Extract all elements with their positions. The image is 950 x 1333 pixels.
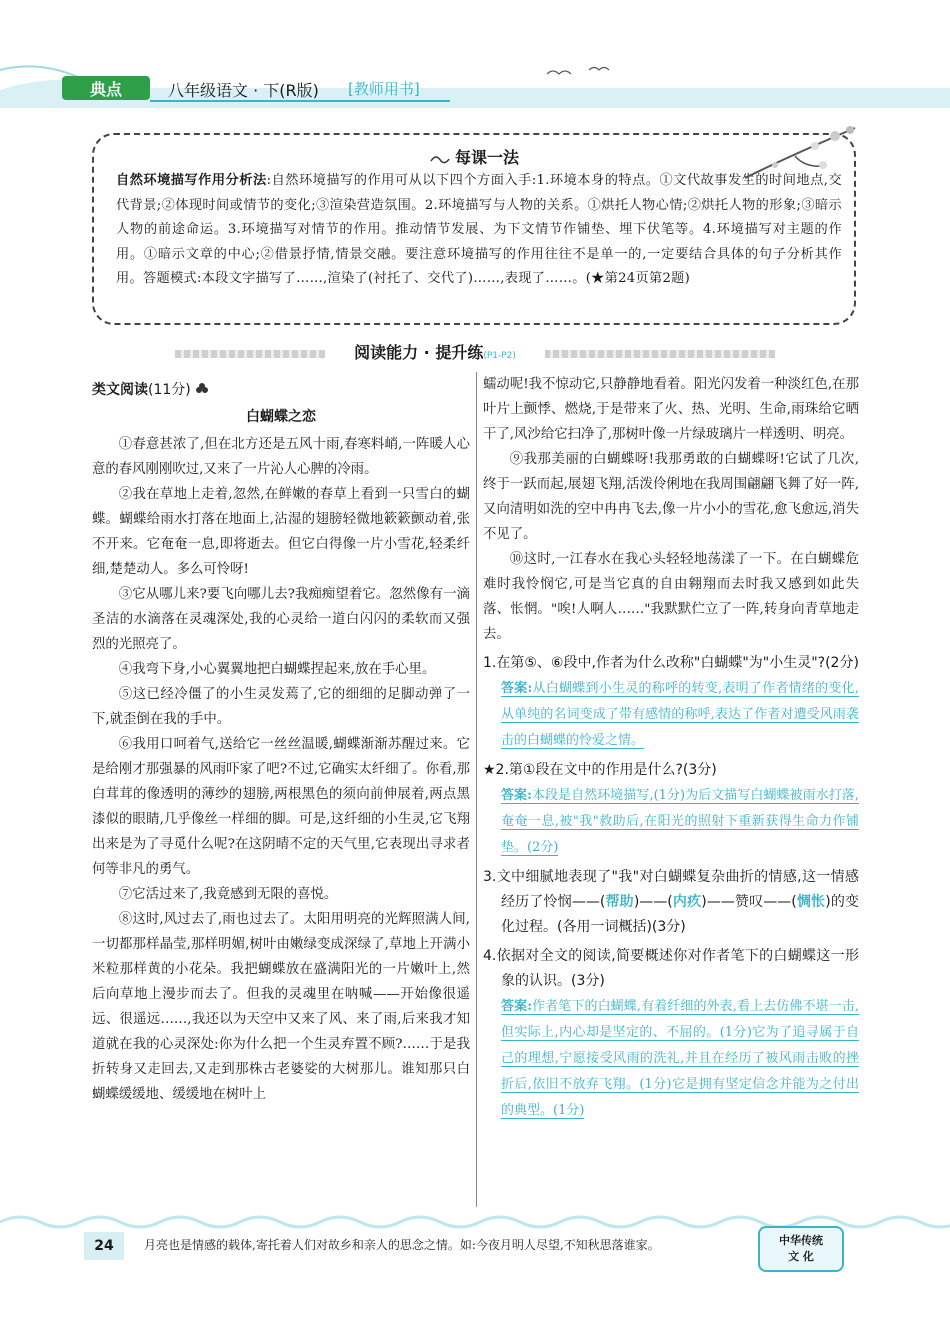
header-underline bbox=[150, 100, 450, 102]
answer-4 bbox=[483, 994, 859, 1124]
answer-2 bbox=[483, 783, 859, 861]
section-title-text: 阅读能力 · 提升练 bbox=[354, 343, 484, 362]
story-paragraph: ⑦它活过来了,我竟感到无限的喜悦。 bbox=[118, 887, 338, 902]
clover-icon bbox=[195, 382, 209, 396]
story-paragraph: ⑤这已经冷僵了的小生灵发蔫了,它的细细的足脚动弹了一下,就歪倒在我的手中。 bbox=[92, 687, 470, 727]
seal-top-text: 中华传统 bbox=[779, 1234, 823, 1247]
answer-text: 从白蝴蝶到小生灵的称呼的转变,表明了作者情绪的变化,从单纯的名词变成了带有感情的称呼,表达了作者对遭受风雨袭击的白蝴蝶的怜爱之情。 bbox=[501, 681, 859, 748]
section-header bbox=[175, 340, 775, 366]
method-title-text: 每课一法 bbox=[454, 148, 519, 167]
method-text: :自然环境描写的作用可从以下四个方面入手:1.环境本身的特点。①文代故事发生的时间地点,交代背景;②体现时间或情节的变化;③渲染营造氛围。2.环境描写与人物的关系。①烘托人物心情;②烘托人物的形象;③暗示人物的前途命运。3.环境描写对情节的作用。推动情节发展、为下文情节作铺垫、埋下伏笔等。4.环境描写对主题的作用。①暗示文章的中心;②借景抒情,情景交融。要注意环境描写的作用往往不是单一的,一定要结合具体的句子分析其作用。答题模式:本段文字描写了……,渲染了(衬托了、交代了)……,表现了……。(★第24页第2题) bbox=[116, 173, 842, 286]
brand-logo: 典点 bbox=[62, 76, 150, 100]
blank-answer: 惆怅 bbox=[796, 894, 826, 910]
birds-icon bbox=[545, 62, 615, 80]
story-paragraph: ⑥我用口呵着气,送给它一丝丝温暖,蝴蝶渐渐苏醒过来。它是给刚才那强暴的风雨吓家了吧?不过,它确实太纤细了。你看,那白茸茸的像透明的薄纱的翅膀,两根黑色的须向前伸展着,两点黑漆似的眼睛,几乎像丝一样细的脚。可是,这纤细的小生灵,它飞翔出来是为了寻觅什么呢?在这阴晴不定的天气里,它表现出寻求者何等非凡的勇气。 bbox=[92, 737, 470, 877]
cloud-swirl-icon bbox=[429, 153, 451, 165]
blank-answer: 内疚 bbox=[672, 894, 702, 910]
answer-label: 答案: bbox=[501, 788, 532, 803]
culture-seal bbox=[758, 1226, 844, 1272]
story-paragraph: 蠕动呢!我不惊动它,只静静地看着。阳光闪发着一种淡红色,在那叶片上颤悸、燃烧,于是带来了火、热、光明、生命,雨珠给它晒干了,风沙给它扫净了,那树叶像一片绿玻璃片一样透明、明亮。 bbox=[483, 377, 859, 442]
method-lead: 自然环境描写作用分析法 bbox=[116, 173, 267, 188]
method-body bbox=[116, 169, 842, 292]
story-paragraph: ①春意甚浓了,但在北方还是五风十雨,春寒料峭,一阵暖人心意的春风刚刚吹过,又来了一片沁人心脾的冷雨。 bbox=[92, 437, 470, 477]
teacher-edition-tag: [教师用书] bbox=[348, 80, 420, 98]
page-number: 24 bbox=[84, 1232, 124, 1260]
section-title bbox=[325, 340, 545, 366]
book-title: 八年级语文 · 下(R版) bbox=[168, 81, 319, 100]
reading-heading bbox=[92, 378, 470, 403]
story-paragraph: ④我弯下身,小心翼翼地把白蝴蝶捏起来,放在手心里。 bbox=[118, 662, 436, 677]
question-4: 4.依据对全文的阅读,简要概述你对作者笔下的白蝴蝶这一形象的认识。(3分) bbox=[483, 948, 859, 989]
story-paragraph: ⑧这时,风过去了,雨也过去了。太阳用明亮的光辉照满人间,一切都那样晶莹,那样明媚,树叶由嫩绿变成深绿了,草地上开满小米粒那样黄的小花朵。我把蝴蝶放在盛满阳光的一片嫩叶上,然后向草地上漫步而去了。但我的灵魂里在呐喊——开始像很遥远、很遥远……,我还以为天空中又来了风、来了雨,后来我才知道就在我的心灵深处:你为什么把一个生灵弃置不顾?……于是我折转身又走回去,又走到那株古老婆娑的大树那儿。谁知那只白蝴蝶缓缓地、缓缓地在树叶上 bbox=[92, 912, 470, 1102]
answer-text: 本段是自然环境描写,(1分)为后文描写白蝴蝶被雨水打落,奄奄一息,被"我"救助后,在阳光的照射下重新获得生命力作铺垫。(2分) bbox=[501, 788, 859, 855]
reading-score: (11分) bbox=[148, 382, 191, 398]
question-3 bbox=[483, 865, 859, 940]
column-divider bbox=[476, 372, 477, 1207]
answer-1 bbox=[483, 676, 859, 754]
reading-heading-text: 类文阅读 bbox=[92, 382, 148, 398]
answer-label: 答案: bbox=[501, 681, 533, 696]
footer-quote: 月亮也是情感的载体,寄托着人们对故乡和亲人的思念之情。如:今夜月明人尽望,不知秋思落谁家。 bbox=[144, 1238, 660, 1252]
story-title: 白蝴蝶之恋 bbox=[246, 409, 316, 425]
question-3-part: 3.文中细腻地表现了"我"对白蝴蝶复杂曲折的情感,这一情感经历了怜悯——( bbox=[483, 869, 859, 910]
plum-branch-icon bbox=[735, 118, 865, 188]
answer-label: 答案: bbox=[501, 999, 532, 1014]
story-paragraph: ③它从哪儿来?要飞向哪儿去?我痴痴望着它。忽然像有一滴圣洁的水滴落在灵魂深处,我的心灵给一道白闪闪的柔软而又强烈的光照亮了。 bbox=[92, 587, 470, 652]
question-1: 1.在第⑤、⑥段中,作者为什么改称"白蝴蝶"为"小生灵"?(2分) bbox=[483, 655, 859, 671]
reading-right-column bbox=[483, 372, 859, 1124]
reading-left-column bbox=[92, 378, 470, 1107]
blank-answer: 帮助 bbox=[605, 894, 634, 910]
story-paragraph: ⑩这时,一江春水在我心头轻轻地荡漾了一下。在白蝴蝶危难时我怜悯它,可是当它真的自由翱翔而去时我又感到如此失落、怅惘。"唉!人啊人……"我默默伫立了一阵,转身向青草地走去。 bbox=[483, 552, 859, 642]
story-paragraph: ⑨我那美丽的白蝴蝶呀!我那勇敢的白蝴蝶呀!它试了几次,终于一跃而起,展翅飞翔,活泼伶俐地在我周围翩翩飞舞了好一阵,又向清明如洗的空中冉冉飞去,像一片小小的雪花,愈飞愈远,消失不见了。 bbox=[483, 452, 859, 542]
story-paragraph: ②我在草地上走着,忽然,在鲜嫩的春草上看到一只雪白的蝴蝶。蝴蝶给雨水打落在地面上,沾湿的翅膀轻微地簌簌颤动着,张不开来。它奄奄一息,即将逝去。但它白得像一片小雪花,轻柔纤细,楚楚动人。多么可怜呀! bbox=[92, 487, 470, 577]
question-3-part: )——( bbox=[633, 894, 673, 910]
seal-bottom-text: 文 化 bbox=[788, 1250, 814, 1263]
question-3-part: )的变化过程。(各用一词概括)(3分) bbox=[501, 894, 860, 935]
question-2: ★2.第①段在文中的作用是什么?(3分) bbox=[483, 762, 717, 778]
section-subtitle: (P1-P2) bbox=[483, 351, 516, 361]
question-3-part: )——赞叹——( bbox=[701, 894, 797, 910]
answer-text: 作者笔下的白蝴蝶,有着纤细的外表,看上去仿佛不堪一击,但实际上,内心却是坚定的、不屈的。(1分)它为了追寻属于自己的理想,宁愿接受风雨的洗礼,并且在经历了被风雨击败的挫折后,依旧不放弃飞翔。(1分)它是拥有坚定信念并能为之付出的典型。(1分) bbox=[501, 999, 859, 1118]
